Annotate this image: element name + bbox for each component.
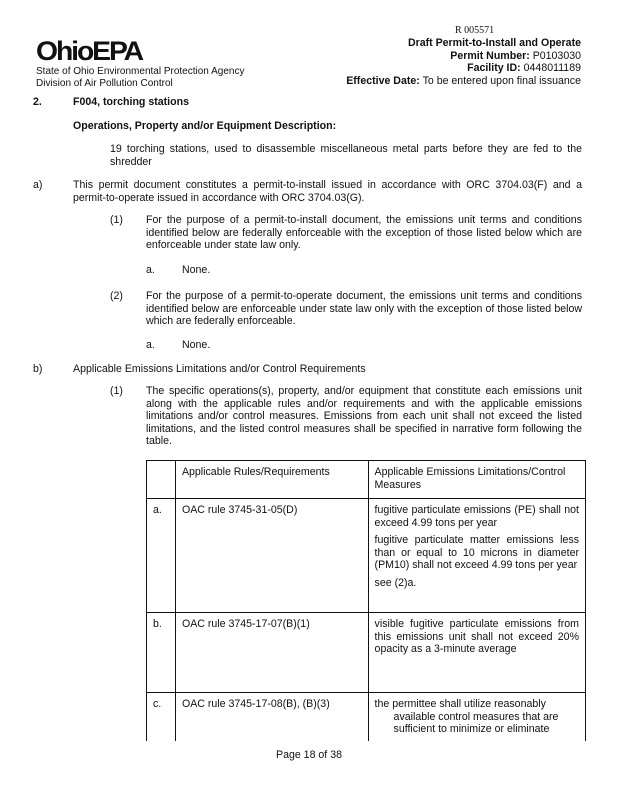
rule-cell: OAC rule 3745-17-08(B), (B)(3)	[175, 693, 368, 741]
ohio-epa-logo: OhioEPA	[36, 36, 143, 66]
rule-cell: OAC rule 3745-17-07(B)(1)	[175, 613, 368, 693]
item-a2-text: For the purpose of a permit-to-operate document, the emissions unit terms and conditions identified below are enforceable under state law only with the exception of those listed below which are federally enforceable.	[146, 290, 582, 328]
emissions-table	[146, 460, 586, 741]
table-header-row	[147, 461, 586, 499]
limits-cell	[368, 613, 585, 693]
limit-text: visible fugitive particulate emissions from this emissions unit shall not exceed 20% opacity as a 3-minute average	[374, 618, 579, 656]
page-number: Page 18 of 38	[276, 749, 342, 761]
row-label: c.	[147, 693, 176, 741]
row-label: b.	[147, 613, 176, 693]
item-b-label: b)	[33, 363, 43, 375]
effective-date: To be entered upon final issuance	[422, 74, 581, 87]
permit-number-label: Permit Number:	[450, 49, 530, 62]
header-cell	[147, 461, 176, 499]
agency-name: State of Ohio Environmental Protection Agency	[36, 66, 245, 77]
facility-id-label: Facility ID:	[467, 62, 521, 74]
operations-description: 19 torching stations, used to disassemble miscellaneous metal parts before they are fed to the shredder	[110, 143, 582, 168]
item-b1-label: (1)	[110, 385, 123, 397]
effective-date-label: Effective Date:	[346, 74, 420, 87]
item-a1-sub-label: a.	[146, 264, 155, 276]
permit-number: P0103030	[532, 49, 581, 62]
reference-number: R 005571	[455, 25, 495, 36]
section-number: 2.	[33, 96, 42, 108]
limit-text: fugitive particulate matter emissions less than or equal to 10 microns in diameter (PM10) shall not exceed 4.99 tons per year	[374, 534, 579, 572]
limit-text: see (2)a.	[374, 576, 417, 589]
header-cell: Applicable Emissions Limitations/Control Measures	[368, 461, 585, 499]
table-row	[147, 613, 586, 693]
item-a1-text: For the purpose of a permit-to-install document, the emissions unit terms and conditions identified below are federally enforceable with the exception of those listed below which are enforceable under state law only.	[146, 214, 582, 252]
division-name: Division of Air Pollution Control	[36, 78, 173, 89]
row-label: a.	[147, 499, 176, 613]
section-title: F004, torching stations	[73, 96, 189, 108]
header-cell: Applicable Rules/Requirements	[175, 461, 368, 499]
item-a2-label: (2)	[110, 290, 123, 302]
item-a-label: a)	[33, 179, 43, 191]
item-a2-sub-label: a.	[146, 339, 155, 351]
document-type: Draft Permit-to-Install and Operate	[407, 37, 581, 49]
rule-cell: OAC rule 3745-31-05(D)	[175, 499, 368, 613]
facility-id: 0448011189	[523, 62, 581, 74]
item-a2-sub-text: None.	[182, 339, 211, 351]
limits-cell	[368, 499, 585, 613]
limit-text: the permittee shall utilize reasonably available control measures that are sufficient to minimize or eliminate	[374, 698, 559, 736]
table-row	[147, 693, 586, 741]
operations-heading: Operations, Property and/or Equipment Description:	[73, 120, 337, 132]
agency-block	[36, 66, 244, 90]
limit-text: fugitive particulate emissions (PE) shall not exceed 4.99 tons per year	[374, 504, 579, 529]
item-b-text: Applicable Emissions Limitations and/or Control Requirements	[73, 363, 366, 375]
item-a1-label: (1)	[110, 214, 123, 226]
item-a-text: This permit document constitutes a permit-to-install issued in accordance with ORC 3704.03(F) and a permit-to-operate issued in accordance with ORC 3704.03(G).	[73, 179, 582, 204]
table-row	[147, 499, 586, 613]
item-a1-sub-text: None.	[182, 264, 211, 276]
item-b1-text: The specific operations(s), property, and/or equipment that constitute each emissions unit along with the applicable rules and/or requirements and with the applicable emissions limitations and/or control measures. Emissions from each unit shall not exceed the listed limitations, and the listed control measures shall be specified in narrative form following the table.	[146, 385, 582, 448]
limits-cell	[368, 693, 585, 741]
permit-info	[261, 37, 581, 87]
